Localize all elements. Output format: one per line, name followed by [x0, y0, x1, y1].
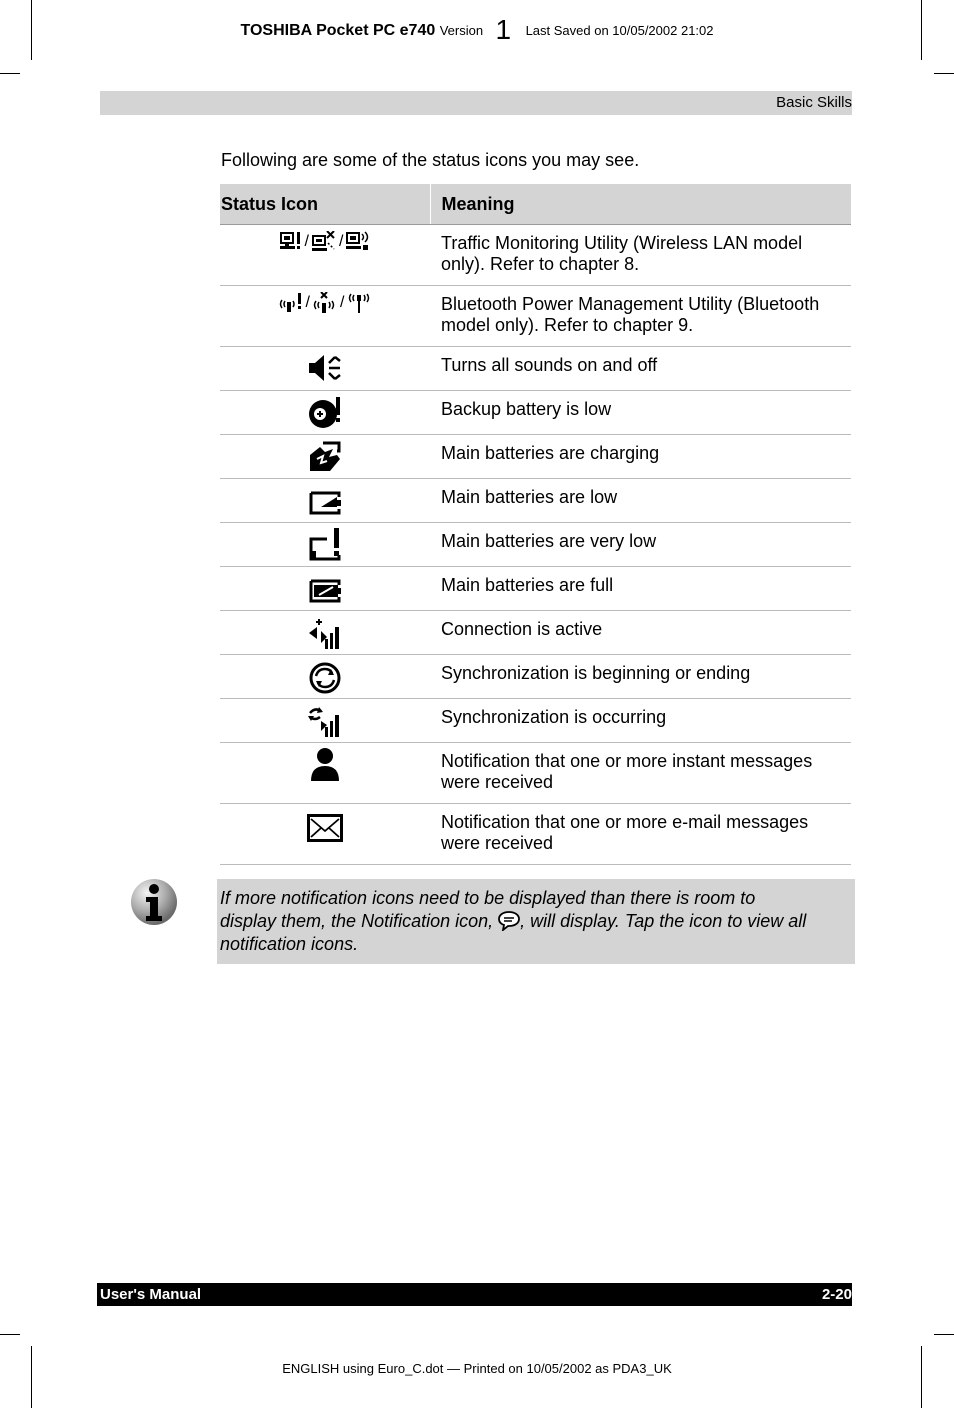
meaning-line: Connection is active — [441, 619, 603, 639]
page-number: 2-20 — [821, 1286, 852, 1303]
wlan-traffic-disconnected-icon — [312, 231, 336, 253]
version-number: 1 — [495, 14, 512, 45]
crop-mark — [921, 1346, 922, 1408]
meaning-line: Turns all sounds on and off — [441, 355, 658, 375]
meaning-cell — [430, 804, 851, 865]
meaning-cell — [430, 225, 851, 286]
status-icon-cell — [220, 347, 430, 391]
battery-very-low-icon — [307, 527, 343, 563]
print-footer: ENGLISH using Euro_C.dot — Printed on 10/05/2002 as PDA3_UK — [282, 1361, 672, 1376]
separator-slash: / — [305, 294, 310, 311]
note-line: If more notification icons need to be displayed than there is room to — [220, 888, 756, 908]
table-row — [220, 435, 851, 479]
column-header-status-icon: Status Icon — [220, 184, 430, 225]
meaning-cell — [430, 567, 851, 611]
table-row — [220, 286, 851, 347]
status-icon-cell — [220, 286, 430, 347]
meaning-line: Synchronization is occurring — [441, 707, 667, 727]
status-icon-cell — [220, 435, 430, 479]
note-box — [217, 879, 855, 964]
status-icon-cell — [220, 225, 430, 286]
status-icon-cell — [220, 391, 430, 435]
table-row — [220, 479, 851, 523]
meaning-cell — [430, 391, 851, 435]
intro-text: Following are some of the status icons you may see. — [221, 150, 640, 170]
meaning-line: model only). Refer to chapter 9. — [441, 315, 694, 335]
speaker-icon — [307, 353, 343, 383]
note-line: display them, the Notification icon, — [220, 911, 494, 931]
instant-message-icon — [309, 747, 341, 783]
connection-active-icon — [307, 617, 343, 651]
crop-mark — [0, 73, 20, 74]
section-title: Basic Skills — [776, 94, 852, 111]
table-row — [220, 804, 851, 865]
info-icon — [130, 878, 180, 928]
meaning-cell — [430, 611, 851, 655]
status-icon-cell — [220, 479, 430, 523]
status-icon-cell — [220, 611, 430, 655]
meaning-cell — [430, 347, 851, 391]
status-icon-cell — [220, 804, 430, 865]
version-label: Version — [439, 23, 484, 38]
status-icon-cell — [220, 523, 430, 567]
table-row — [220, 699, 851, 743]
meaning-line: Main batteries are full — [441, 575, 614, 595]
notification-icon — [498, 911, 520, 931]
status-icon-cell — [220, 655, 430, 699]
print-header — [0, 14, 954, 46]
backup-battery-low-icon — [307, 396, 343, 430]
crop-mark — [0, 1334, 20, 1335]
status-icon-cell — [220, 699, 430, 743]
meaning-line: Main batteries are charging — [441, 443, 660, 463]
wlan-traffic-active-icon — [346, 231, 370, 253]
battery-low-icon — [307, 489, 343, 517]
meaning-cell — [430, 523, 851, 567]
last-saved: Last Saved on 10/05/2002 21:02 — [525, 23, 714, 38]
meaning-line: Bluetooth Power Management Utility (Bluetooth — [441, 294, 820, 314]
meaning-cell — [430, 479, 851, 523]
meaning-cell — [430, 655, 851, 699]
battery-charging-icon — [307, 441, 343, 473]
table-row — [220, 347, 851, 391]
bluetooth-off-icon — [313, 292, 337, 314]
sync-occurring-icon — [307, 705, 343, 739]
bluetooth-warning-icon — [279, 292, 303, 314]
meaning-line: Main batteries are very low — [441, 531, 657, 551]
footer-manual-title: User's Manual — [100, 1286, 202, 1303]
status-icon-cell — [220, 743, 430, 804]
battery-full-icon — [307, 577, 343, 605]
footer-bar — [97, 1283, 852, 1306]
meaning-cell — [430, 286, 851, 347]
status-icon-cell — [220, 567, 430, 611]
wlan-traffic-warning-icon — [280, 231, 302, 253]
separator-slash: / — [339, 233, 344, 250]
product-name: TOSHIBA Pocket PC e740 — [240, 22, 436, 39]
note-line: notification icons. — [220, 934, 359, 954]
crop-mark — [31, 1346, 32, 1408]
email-icon — [307, 814, 343, 842]
meaning-cell — [430, 435, 851, 479]
table-row — [220, 655, 851, 699]
meaning-line: only). Refer to chapter 8. — [441, 254, 640, 274]
separator-slash: / — [340, 294, 345, 311]
crop-mark — [934, 1334, 954, 1335]
meaning-line: Main batteries are low — [441, 487, 618, 507]
meaning-line: Notification that one or more instant messages — [441, 751, 813, 771]
table-row — [220, 611, 851, 655]
table-row — [220, 225, 851, 286]
meaning-line: Backup battery is low — [441, 399, 612, 419]
status-icon-table — [220, 184, 851, 865]
section-bar — [100, 91, 852, 115]
table-header-row — [220, 184, 851, 225]
sync-start-end-icon — [307, 661, 343, 695]
meaning-cell — [430, 743, 851, 804]
table-row — [220, 743, 851, 804]
table-row — [220, 567, 851, 611]
separator-slash: / — [304, 233, 309, 250]
note-line: , will display. Tap the icon to view all — [520, 911, 807, 931]
meaning-line: Traffic Monitoring Utility (Wireless LAN model — [441, 233, 803, 253]
bluetooth-on-icon — [347, 292, 371, 314]
crop-mark — [934, 73, 954, 74]
table-row — [220, 523, 851, 567]
meaning-line: Notification that one or more e-mail messages — [441, 812, 809, 832]
meaning-line: Synchronization is beginning or ending — [441, 663, 751, 683]
table-row — [220, 391, 851, 435]
note-text — [217, 879, 855, 956]
meaning-cell — [430, 699, 851, 743]
meaning-line: were received — [441, 772, 554, 792]
column-header-meaning: Meaning — [430, 184, 851, 225]
meaning-line: were received — [441, 833, 554, 853]
